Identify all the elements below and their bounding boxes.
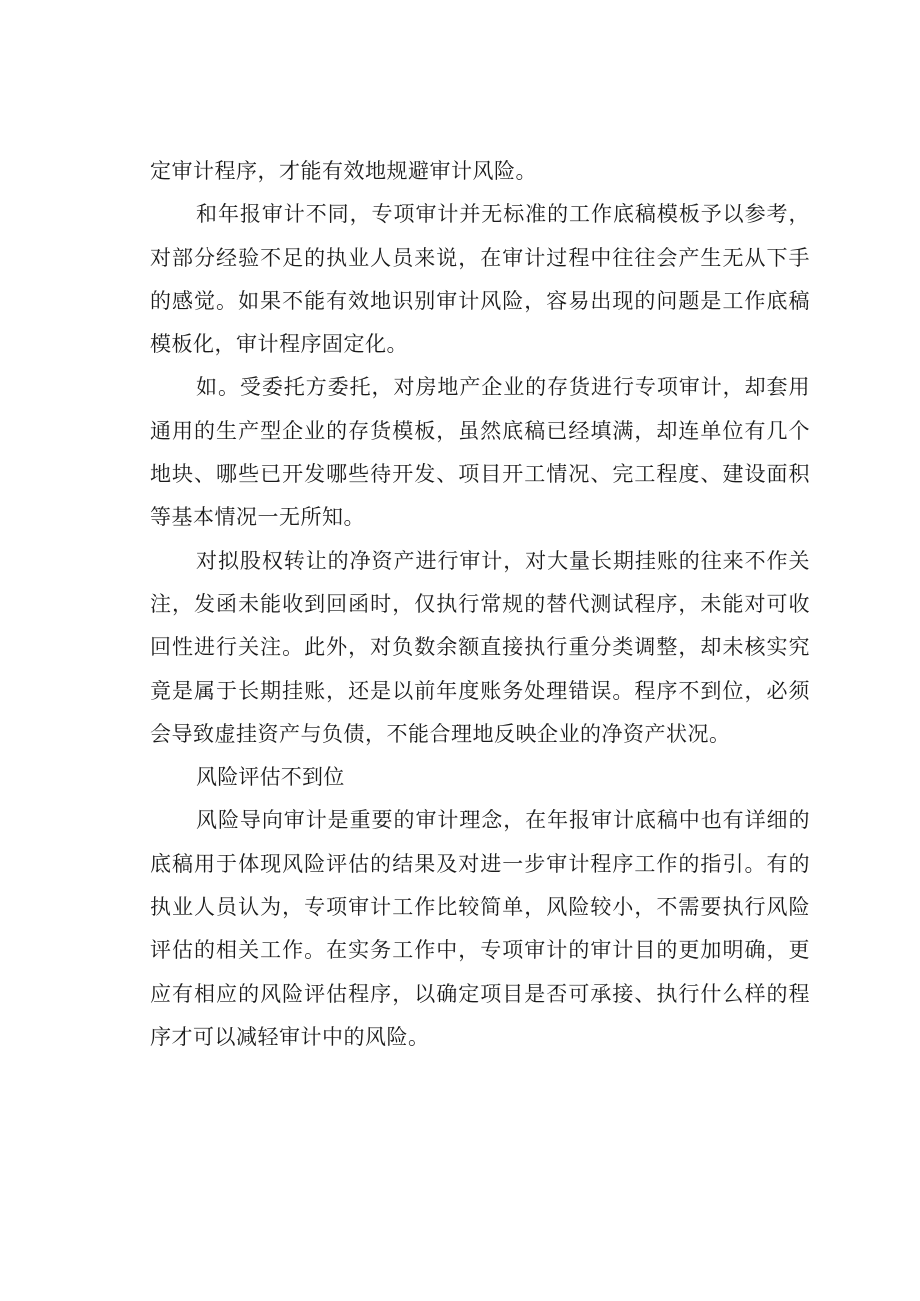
paragraph-continuation: 定审计程序，才能有效地规避审计风险。 [150, 159, 537, 183]
section-heading: 风险评估不到位 [196, 765, 345, 790]
paragraph-real-estate-example: 如。受委托方委托，对房地产企业的存货进行专项审计，却套用通用的生产型企业的存货模板，虽然底稿已经填满，却连单位有几个地块、哪些已开发哪些待开发、项目开工情况、完工程度、建设面积等基本情况一无所知。 [150, 375, 810, 530]
paragraph-equity-transfer-example: 对拟股权转让的净资产进行审计，对大量长期挂账的往来不作关注，发函未能收到回函时，仅执行常规的替代测试程序，未能对可收回性进行关注。此外，对负数余额直接执行重分类调整，却未核实究竟是属于长期挂账，还是以前年度账务处理错误。程序不到位，必须会导致虚挂资产与负债，不能合理地反映企业的净资产状况。 [150, 548, 810, 746]
paragraph-annual-vs-special-audit: 和年报审计不同，专项审计并无标准的工作底稿模板予以参考，对部分经验不足的执业人员来说，在审计过程中往往会产生无从下手的感觉。如果不能有效地识别审计风险，容易出现的问题是工作底稿模板化，审计程序固定化。 [150, 202, 810, 357]
paragraph-risk-assessment: 风险导向审计是重要的审计理念，在年报审计底稿中也有详细的底稿用于体现风险评估的结果及对进一步审计程序工作的指引。有的执业人员认为，专项审计工作比较简单，风险较小，不需要执行风险评估的相关工作。在实务工作中，专项审计的审计目的更加明确，更应有相应的风险评估程序，以确定项目是否可承接、执行什么样的程序才可以减轻审计中的风险。 [150, 808, 810, 1049]
document-body [150, 150, 810, 1059]
